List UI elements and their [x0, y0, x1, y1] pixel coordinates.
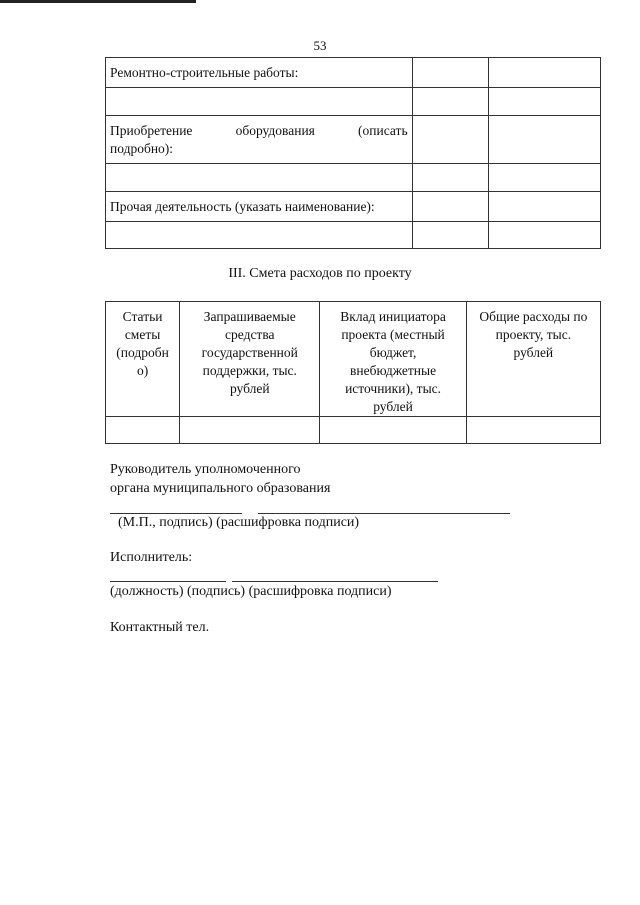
table-cell — [412, 192, 488, 222]
top-rule — [0, 0, 196, 3]
table-cell — [106, 222, 413, 249]
row-label-other: Прочая деятельность (указать наименование): — [110, 199, 375, 214]
table-cell — [488, 88, 600, 116]
table-cell — [412, 88, 488, 116]
table-cell — [180, 417, 320, 444]
table-row — [106, 88, 601, 116]
table-cell — [106, 116, 413, 164]
table-row — [106, 164, 601, 192]
signature-line-decoding — [258, 513, 510, 514]
table-row — [106, 222, 601, 249]
executor-signature-caption: (должность) (подпись) (расшифровка подписи) — [110, 584, 392, 599]
row-label-equipment-line1: Приобретение оборудования (описать — [110, 123, 408, 138]
signature-line-stamp — [110, 513, 242, 514]
page-number: 53 — [313, 38, 327, 53]
contact-phone-label: Контактный тел. — [110, 620, 210, 635]
table-cell — [106, 58, 413, 88]
table-cell — [412, 164, 488, 192]
head-title-line1: Руководитель уполномоченного — [110, 462, 301, 477]
header-cell-total-expenses: Общие расходы по проекту, тыс. рублей — [466, 302, 600, 417]
table-cell — [106, 88, 413, 116]
header-cell-requested-support: Запрашиваемые средства государственной поддержки, тыс. рублей — [180, 302, 320, 417]
budget-table — [105, 301, 601, 444]
header-cell-budget-items: Статьи сметы (подробн о) — [106, 302, 180, 417]
table-row — [106, 58, 601, 88]
table-row — [106, 417, 601, 444]
table-cell — [488, 116, 600, 164]
table-cell — [466, 417, 600, 444]
table-cell — [412, 222, 488, 249]
table-cell — [488, 222, 600, 249]
header-cell-initiator-contribution: Вклад инициатора проекта (местный бюджет, внебюджетные источники), тыс. рублей — [320, 302, 466, 417]
table-cell — [106, 192, 413, 222]
table-cell — [320, 417, 466, 444]
table-cell — [412, 116, 488, 164]
head-signature-caption: (М.П., подпись) (расшифровка подписи) — [118, 515, 360, 530]
activity-table — [105, 57, 601, 249]
section-title: III. Смета расходов по проекту — [228, 266, 412, 281]
table-cell — [488, 164, 600, 192]
row-label-equipment-line2: подробно): — [110, 141, 174, 156]
table-cell — [106, 417, 180, 444]
table-cell — [106, 164, 413, 192]
table-cell — [488, 58, 600, 88]
signature-line-executor — [232, 581, 438, 582]
head-title-line2: органа муниципального образования — [110, 481, 331, 496]
row-label-renovation: Ремонтно-строительные работы: — [110, 65, 299, 80]
executor-label: Исполнитель: — [110, 550, 193, 565]
signature-line-position — [110, 581, 226, 582]
table-row — [106, 116, 601, 164]
table-cell — [488, 192, 600, 222]
table-row — [106, 192, 601, 222]
table-header-row — [106, 302, 601, 417]
table-cell — [412, 58, 488, 88]
